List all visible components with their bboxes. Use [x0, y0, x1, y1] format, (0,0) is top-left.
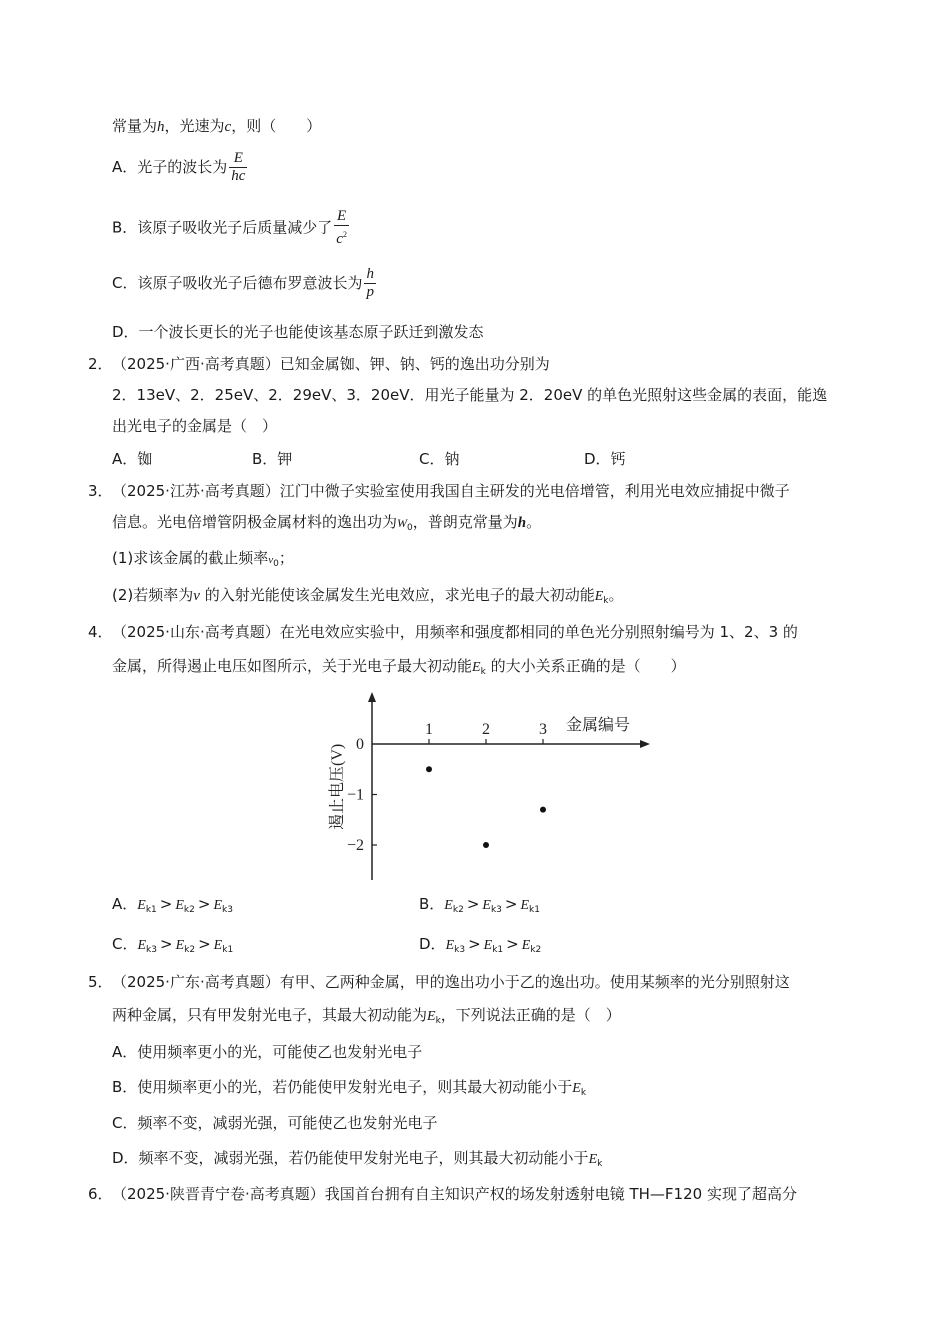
y-axis-arrow [368, 692, 376, 702]
q5-option-c[interactable]: C．频率不变，减弱光强，可能使乙也发射光电子 [112, 1114, 438, 1132]
q2-number: 2． [88, 355, 113, 373]
option-label: D． [419, 935, 446, 953]
option-label: C． [112, 935, 138, 953]
option-label: A． [112, 895, 138, 913]
greater-than-sign: > [468, 935, 481, 953]
ek-term: E [213, 898, 223, 913]
q4-option-d[interactable] [419, 933, 541, 961]
x-axis-arrow [640, 740, 650, 748]
ek-subscript: k1 [492, 945, 504, 955]
q1-option-b[interactable]: B．该原子吸收光子后质量减少了 $\frac{E}{c^2}$ [112, 208, 347, 247]
x-tick-label: 2 [482, 721, 490, 738]
ek-subscript: k3 [454, 945, 466, 955]
q5-stem-line1: （2025·广东·高考真题）有甲、乙两种金属，甲的逸出功小于乙的逸出功。使用某频率的光分别照射这 [112, 973, 790, 991]
greater-than-sign: > [197, 895, 211, 913]
q4-stem-line2: 金属，所得遏止电压如图所示，关于光电子最大初动能$E_k$ 的大小关系正确的是（ ） [112, 657, 686, 677]
q4-option-c[interactable] [112, 933, 233, 961]
q5-option-d[interactable]: D．频率不变，减弱光强，若仍能使甲发射光电子，则其最大初动能小于$E_k$ [112, 1149, 603, 1169]
ek-term: E [137, 898, 146, 913]
y-axis-label: 遏止电压(V) [329, 743, 346, 830]
planck-symbol: h [157, 119, 165, 135]
ek-term: E [482, 898, 491, 913]
fraction-h-over-p: $\frac{h}{p}$ [366, 266, 374, 300]
ek-term: E [175, 938, 185, 953]
data-point [426, 766, 432, 772]
ek-subscript: k1 [145, 905, 157, 915]
data-point [483, 842, 489, 848]
x-tick-label: 1 [425, 721, 433, 738]
ek-subscript: k2 [530, 945, 542, 955]
ek-term: E [175, 898, 184, 913]
q4-stem-line1: （2025·山东·高考真题）在光电效应实验中，用频率和强度都相同的单色光分别照射编号为 1、2、3 的 [112, 623, 798, 641]
greater-than-sign: > [466, 895, 480, 913]
q3-stem-line2: 信息。光电倍增管阴极金属材料的逸出功为$W_0$，普朗克常量为h。 [112, 513, 542, 533]
greater-than-sign: > [160, 935, 173, 953]
ek-subscript: k1 [529, 905, 540, 915]
q6-number: 6． [88, 1185, 113, 1203]
q2-option-a[interactable]: A．铷 [112, 450, 153, 468]
ek-subscript: k3 [490, 905, 502, 915]
stopping-voltage-chart [318, 690, 668, 885]
ek-subscript: k2 [184, 945, 196, 955]
q3-number: 3． [88, 482, 113, 500]
greater-than-sign: > [198, 935, 211, 953]
y-tick-label: −2 [346, 837, 364, 854]
q2-stem-line2: 2．13eV、2．25eV、2．29eV、3．20eV．用光子能量为 2．20eV 的单色光照射这些金属的表面，能逸 [112, 386, 828, 404]
q4-option-b[interactable] [419, 893, 540, 921]
x-axis-label: 金属编号 [566, 717, 631, 734]
q5-stem-line2: 两种金属，只有甲发射光电子，其最大初动能为$E_k$，下列说法正确的是（ ） [112, 1006, 621, 1026]
ek-term: E [521, 938, 531, 953]
fraction-e-over-c2: $\frac{E}{c^2}$ [336, 208, 347, 247]
ek-term: E [520, 898, 530, 913]
q3-part1: (1)求该金属的截止频率$\nu_0$； [112, 549, 294, 569]
q2-option-c[interactable]: C．钠 [419, 450, 460, 468]
ek-term: E [445, 938, 455, 953]
data-point [540, 807, 546, 813]
q4-number: 4． [88, 623, 113, 641]
q1-stem-line: 常量为h，光速为c，则（ ） [112, 117, 322, 135]
option-label: B． [419, 895, 445, 913]
q2-option-b[interactable]: B．钾 [252, 450, 293, 468]
light-speed-symbol: c [224, 119, 232, 135]
q1-option-c[interactable]: C．该原子吸收光子后德布罗意波长为 $\frac{h}{p}$ [112, 266, 374, 300]
ek-subscript: k3 [146, 945, 157, 955]
ek-subscript: k2 [452, 905, 464, 915]
q4-option-a[interactable] [112, 893, 233, 921]
greater-than-sign: > [504, 895, 518, 913]
q3-stem-line1: （2025·江苏·高考真题）江门中微子实验室使用我国自主研发的光电倍增管，利用光电效应捕捉中微子 [112, 482, 790, 500]
q6-stem-line1: （2025·陕晋青宁卷·高考真题）我国首台拥有自主知识产权的场发射透射电镜 TH—F120 实现了超高分 [112, 1185, 797, 1203]
q2-stem-line1: （2025·广西·高考真题）已知金属铷、钾、钠、钙的逸出功分别为 [112, 355, 550, 373]
q5-option-a[interactable]: A．使用频率更小的光，可能使乙也发射光电子 [112, 1043, 423, 1061]
q5-number: 5． [88, 973, 113, 991]
ek-term: E [213, 938, 223, 953]
q5-option-b[interactable]: B．使用频率更小的光，若仍能使甲发射光电子，则其最大初动能小于$E_k$ [112, 1078, 587, 1098]
ek-subscript: k3 [222, 905, 233, 915]
ek-term: E [444, 898, 453, 913]
q1-option-d[interactable]: D．一个波长更长的光子也能使该基态原子跃迁到激发态 [112, 323, 484, 341]
ek-term: E [483, 938, 493, 953]
ek-subscript: k2 [183, 905, 195, 915]
q1-option-a[interactable]: A．光子的波长为 $\frac{E}{hc}$ [112, 150, 246, 184]
q3-part2: (2)若频率为ν 的入射光能使该金属发生光电效应，求光电子的最大初动能$E_k$。 [112, 586, 624, 606]
x-tick-label: 3 [539, 721, 547, 738]
q2-stem-line3: 出光电子的金属是（ ） [112, 417, 278, 435]
q2-option-d[interactable]: D．钙 [584, 450, 626, 468]
y-tick-label: 0 [356, 736, 364, 753]
ek-subscript: k1 [222, 945, 234, 955]
greater-than-sign: > [159, 895, 173, 913]
y-tick-label: −1 [346, 786, 364, 804]
fraction-e-over-hc: $\frac{E}{hc}$ [231, 150, 246, 184]
ek-term: E [137, 938, 147, 953]
greater-than-sign: > [506, 935, 519, 953]
